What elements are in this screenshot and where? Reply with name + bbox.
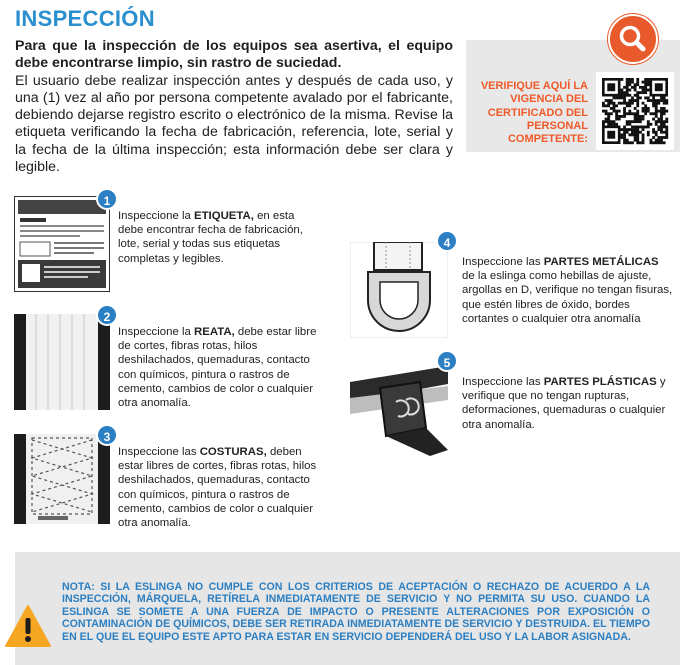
search-button[interactable] bbox=[608, 14, 658, 64]
qr-code[interactable] bbox=[596, 72, 674, 150]
step-5-prefix: Inspeccione las bbox=[462, 376, 544, 388]
warning-triangle-icon bbox=[4, 604, 52, 653]
plastic-parts-image bbox=[350, 362, 448, 463]
step-badge-1: 1 bbox=[96, 188, 118, 210]
step-2-bold: REATA, bbox=[194, 326, 235, 338]
intro-body: El usuario debe realizar inspección antes y después de cada uso, y una (1) vez al año por persona competente avalado por el fabricante, debiendo dejarse registro escrito o electrónico de la misma. Revise la etiqueta verificando la fecha de fabricación, referencia, lote, serial y la fecha de la última inspección; esta información debe ser clara y legible. bbox=[15, 72, 453, 176]
webbing-image bbox=[14, 314, 110, 415]
step-3-bold: COSTURAS, bbox=[199, 446, 267, 458]
step-badge-2: 2 bbox=[96, 304, 118, 326]
step-badge-3: 3 bbox=[96, 424, 118, 446]
step-4-prefix: Inspeccione las bbox=[462, 256, 544, 268]
step-3-prefix: Inspeccione las bbox=[118, 446, 200, 458]
step-text-3 bbox=[118, 445, 323, 530]
step-text-5 bbox=[462, 375, 674, 432]
metal-parts-image bbox=[350, 242, 448, 343]
step-3-suffix: deben estar libres de cortes, fibras rotas, hilos deshilachados, quemaduras, contacto con químicos, pintura o rastros de cemento, cambios de color o cualquier otra anomalía. bbox=[118, 446, 317, 530]
qr-code-icon bbox=[596, 72, 674, 150]
verify-text: VERIFIQUE AQUÍ LA VIGENCIA DEL CERTIFICADO DEL PERSONAL COMPETENTE: bbox=[480, 80, 588, 146]
step-2-suffix: debe estar libre de cortes, fibras rotas, hilos deshilachados, quemaduras, contacto con químicos, pintura o rastros de cemento, cambios de color o cualquier otra anomalía. bbox=[118, 326, 317, 410]
step-1-bold: ETIQUETA, bbox=[194, 210, 254, 222]
step-4-bold: PARTES METÁLICAS bbox=[543, 256, 659, 268]
step-text-2 bbox=[118, 325, 320, 410]
step-1-prefix: Inspeccione la bbox=[118, 210, 194, 222]
page-title: INSPECCIÓN bbox=[15, 6, 155, 31]
step-4-suffix: de la eslinga como hebillas de ajuste, argollas en D, verifique no tengan fisuras, que estén libres de óxido, bordes cortantes o cualquier otra anomalía bbox=[462, 270, 673, 325]
note-text: NOTA: SI LA ESLINGA NO CUMPLE CON LOS CRITERIOS DE ACEPTACIÓN O RECHAZO DE ACUERDO A LA INSPECCIÓN, MÁRQUELA, RETÍRELA INMEDIATAMENTE DE SERVICIO Y NO PERMITA SU USO. CUANDO LA ESLINGA SE SOMETE A UNA FUERZA DE IMPACTO O PRESENTE ALTERACIONES POR EXPOSICIÓN O CONTAMINACIÓN DE QUÍMICOS, DEBE SER RETIRADA INMEDIATAMENTE DE SERVICIO Y DESTRUIDA. EL TIEMPO EN EL QUE EL EQUIPO ESTE APTO PARA ESTAR EN SERVICIO DEPENDERÁ DEL USO Y LA LABOR ASIGNADA. bbox=[62, 581, 650, 643]
step-5-suffix: y verifique que no tengan rupturas, deformaciones, quemaduras o cualquier otra anomalía. bbox=[462, 376, 666, 431]
step-text-4 bbox=[462, 255, 674, 326]
label-image bbox=[14, 196, 110, 297]
step-1-suffix: en esta debe encontrar fecha de fabricación, lote, serial y todas sus etiquetas completas y legibles. bbox=[118, 210, 303, 265]
stitching-image bbox=[14, 434, 110, 529]
step-2-prefix: Inspeccione la bbox=[118, 326, 194, 338]
intro-bold: Para que la inspección de los equipos sea asertiva, el equipo debe encontrarse limpio, sin rastro de suciedad. bbox=[15, 38, 453, 72]
step-badge-5: 5 bbox=[436, 350, 458, 372]
step-text-1 bbox=[118, 209, 320, 266]
step-5-bold: PARTES PLÁSTICAS bbox=[543, 376, 657, 388]
step-badge-4: 4 bbox=[436, 230, 458, 252]
intro-paragraph bbox=[15, 38, 453, 176]
magnifier-icon bbox=[610, 16, 656, 62]
